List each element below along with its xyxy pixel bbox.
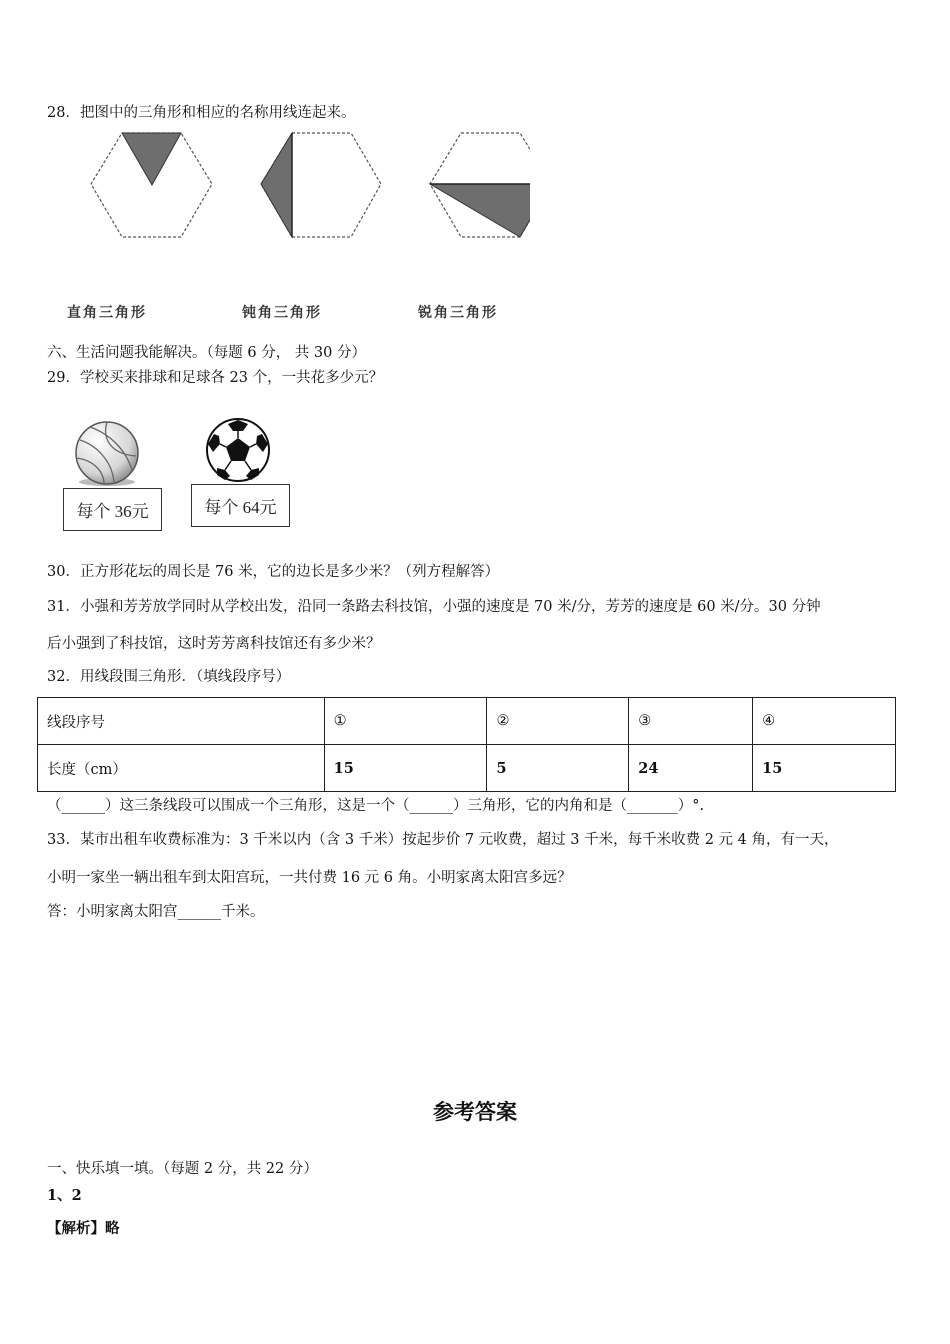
section6-heading: 六、生活问题我能解决。（每题 6 分， 共 30 分）	[47, 345, 366, 361]
table-cell: 线段序号	[38, 698, 325, 745]
hexagon-figure-obtuse-triangle	[261, 133, 381, 237]
table-cell: ①	[324, 698, 487, 745]
football-icon	[203, 418, 273, 484]
volleyball-price-box: 每个 36元	[63, 488, 162, 531]
q33-line1: 33．某市出租车收费标准为：3 千米以内（含 3 千米）按起步价 7 元收费，超过 3 千米，每千米收费 2 元 4 角，有一天，	[47, 832, 839, 848]
q32-fill-blank: （______）这三条线段可以围成一个三角形，这是一个（______）三角形，它的内角和是（_______）°.	[47, 798, 705, 814]
answers-title: 参考答案	[433, 1100, 517, 1124]
answer-item-1: 1、2	[47, 1187, 82, 1204]
table-row	[38, 745, 896, 792]
q31-line1: 31．小强和芳芳放学同时从学校出发，沿同一条路去科技馆，小强的速度是 70 米/分，芳芳的速度是 60 米/分。30 分钟	[47, 599, 821, 615]
football-price-box: 每个 64元	[191, 484, 290, 527]
q28-text: 28．把图中的三角形和相应的名称用线连起来。	[47, 105, 356, 121]
answer-analysis: 【解析】略	[47, 1220, 120, 1237]
volleyball-icon	[70, 418, 145, 488]
table-cell: ④	[753, 698, 896, 745]
table-cell: 15	[324, 745, 487, 792]
hexagon-figure-acute-triangle	[430, 133, 530, 237]
hexagon-figure-right-triangle	[91, 133, 212, 237]
segment-table	[37, 697, 896, 792]
label-obtuse-triangle: 钝角三角形	[242, 305, 322, 321]
q30-text: 30．正方形花坛的周长是 76 米，它的边长是多少米？（列方程解答）	[47, 564, 500, 580]
table-cell: ②	[487, 698, 629, 745]
answers-section1: 一、快乐填一填。（每题 2 分，共 22 分）	[47, 1161, 318, 1177]
table-cell: 长度（cm）	[38, 745, 325, 792]
table-row	[38, 698, 896, 745]
q33-line2: 小明一家坐一辆出租车到太阳宫玩，一共付费 16 元 6 角。小明家离太阳宫多远？	[47, 870, 572, 886]
table-cell: ③	[629, 698, 753, 745]
q31-line2: 后小强到了科技馆，这时芳芳离科技馆还有多少米？	[47, 636, 381, 652]
q28-figures	[40, 125, 530, 250]
table-cell: 15	[753, 745, 896, 792]
label-acute-triangle: 锐角三角形	[418, 305, 498, 321]
table-cell: 24	[629, 745, 753, 792]
table-cell: 5	[487, 745, 629, 792]
q29-text: 29．学校买来排球和足球各 23 个，一共花多少元？	[47, 370, 384, 386]
q33-answer: 答：小明家离太阳宫______千米。	[47, 904, 265, 920]
label-right-triangle: 直角三角形	[67, 305, 147, 321]
q32-text: 32．用线段围三角形．（填线段序号）	[47, 669, 291, 685]
